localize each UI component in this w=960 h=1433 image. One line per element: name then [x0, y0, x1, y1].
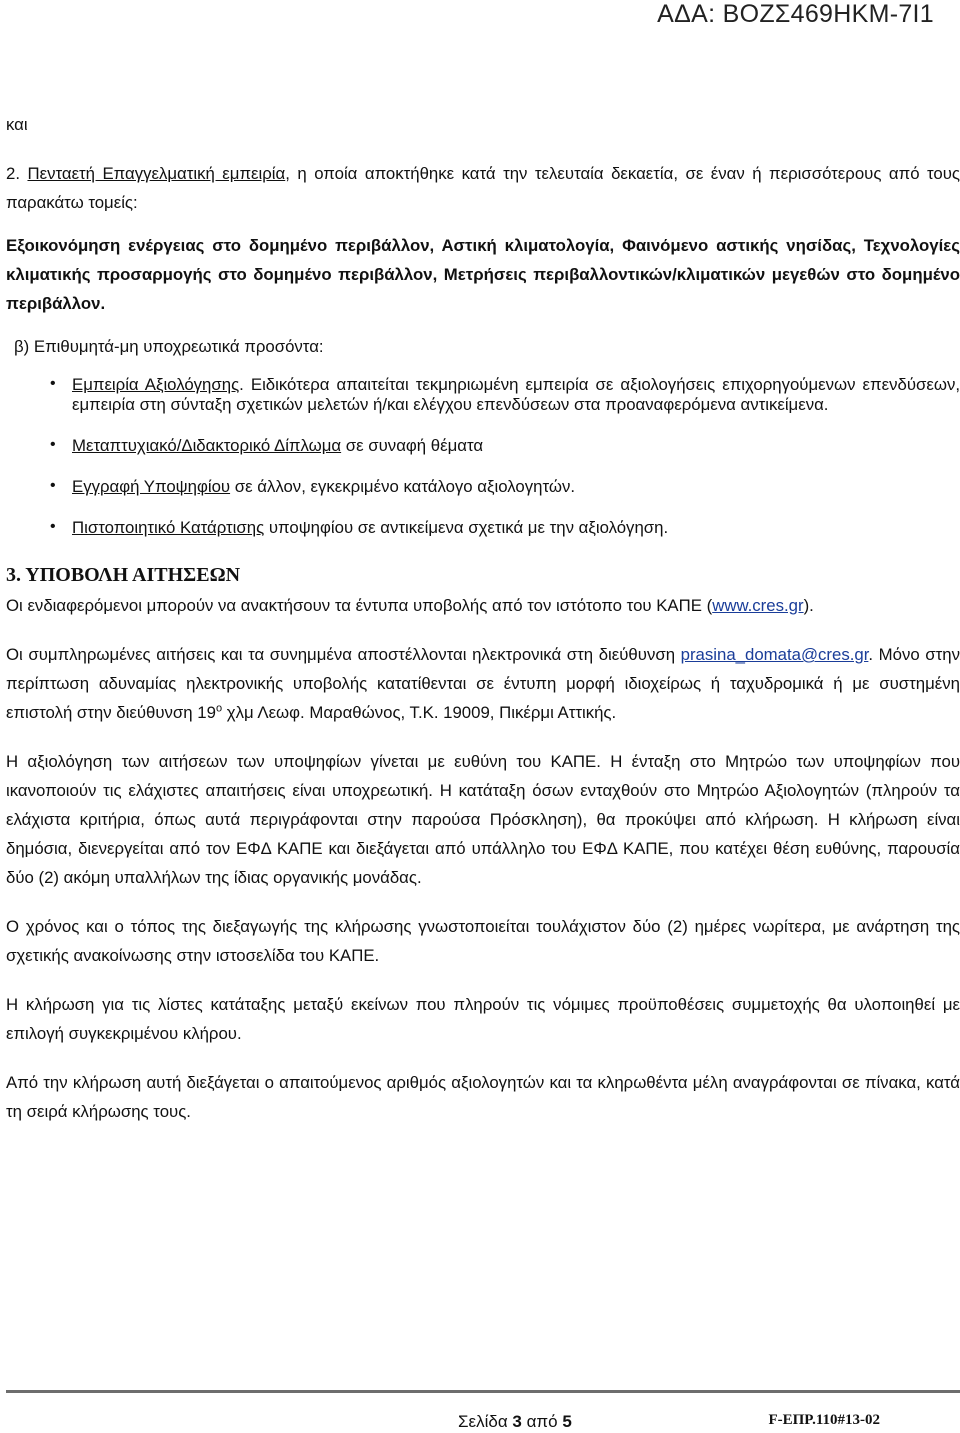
email-link[interactable]: prasina_domata@cres.gr — [680, 645, 869, 664]
list-item-text: σε άλλον, εγκεκριμένο κατάλογο αξιολογητών. — [230, 477, 575, 496]
section-3-paragraph-2 — [6, 640, 960, 727]
list-item-text: . Ειδικότερα απαιτείται τεκμηριωμένη εμπειρία σε αξιολογήσεις επιχορηγούμενων επενδύσεων, εμπειρία στη σύνταξη σχετικών μελετών ή/και ελέγχου επενδύσεων στα προαναφερόμενα αντικείμενα. — [72, 375, 960, 414]
ada-code: ΑΔΑ: ΒΟΖΣ469ΗΚΜ-7Ι1 — [657, 0, 934, 28]
section-3-paragraph-5: Η κλήρωση για τις λίστες κατάταξης μεταξύ εκείνων που πληρούν τις νόμιμες προϋποθέσεις συμμετοχής θα υλοποιηθεί με επιλογή συγκεκριμένου κλήρου. — [6, 995, 960, 1043]
section-3-paragraph-3: Η αξιολόγηση των αιτήσεων των υποψηφίων γίνεται με ευθύνη του ΚΑΠΕ. Η ένταξη στο Μητρώο των υποψηφίων που ικανοποιούν τις ελάχιστες απαιτήσεις είναι υποχρεωτική. Η κατάταξη όσων ενταχθούν στο Μητρώο Αξιολογητών (πληρούν τα ελάχιστα κριτήρια, όπως αυτά περιγράφονται στην παρούσα Πρόσκληση), θα προκύψει από κλήρωση. Η κλήρωση είναι δημόσια, διενεργείται από τον ΕΦΔ ΚΑΠΕ και διεξάγεται από υπάλληλο του ΕΦΔ ΚΑΠΕ, που κατέχει θέση ευθύνης, παρουσία δύο (2) ακόμη υπαλλήλων της ίδιας οργανικής μονάδας. — [6, 752, 960, 887]
total-pages: 5 — [562, 1412, 572, 1431]
list-item — [6, 375, 960, 415]
list-item — [6, 518, 960, 538]
list-item-lead: Πιστοποιητικό Κατάρτισης — [72, 518, 265, 537]
section-3-title: 3. ΥΠΟΒΟΛΗ ΑΙΤΗΣΕΩΝ — [6, 564, 241, 586]
list-item-text: υποψηφίου σε αντικείμενα σχετικά με την αξιολόγηση. — [264, 518, 669, 537]
desired-qualifications-list — [6, 375, 960, 538]
footer-divider — [6, 1390, 960, 1393]
requirement-2 — [6, 159, 960, 217]
requirement-2-number: 2. — [6, 164, 28, 183]
form-code: F-ΕΠΡ.110#13-02 — [768, 1412, 880, 1428]
current-page: 3 — [512, 1412, 522, 1431]
list-item-text: σε συναφή θέματα — [341, 436, 484, 455]
section-3-paragraph-1 — [6, 591, 960, 620]
requirement-2-title: Πενταετή Επαγγελματική εμπειρία — [27, 164, 286, 183]
list-item-lead: Εμπειρία Αξιολόγησης — [72, 375, 240, 394]
intro-conjunction: και — [6, 115, 28, 134]
requirement-2-fields: Εξοικονόμηση ενέργειας στο δομημένο περιβάλλον, Αστική κλιματολογία, Φαινόμενο αστικής νησίδας, Τεχνολογίες κλιματικής προσαρμογής στο δομημένο περιβάλλον, Μετρήσεις περιβαλλοντικών/κλιματικών μεγεθών στο δομημένο περιβάλλον. — [6, 236, 960, 313]
requirement-2-text: , η οποία αποκτήθηκε κατά την τελευταία δεκαετία, σε έναν ή περισσότερους από τους παρακάτω τομείς: — [6, 164, 960, 212]
paragraph-text: χλμ Λεωφ. Μαραθώνος, Τ.Κ. 19009, Πικέρμι Αττικής. — [222, 703, 617, 722]
list-item — [6, 436, 960, 456]
cres-website-link[interactable]: www.cres.gr — [712, 596, 804, 615]
list-item-lead: Μεταπτυχιακό/Διδακτορικό Δίπλωμα — [72, 436, 342, 455]
superscript: ο — [215, 702, 223, 715]
paragraph-text: . Μόνο στην περίπτωση αδυναμίας ηλεκτρονικής υποβολής κατατίθενται σε έντυπη μορφή ιδιοχείρως ή ταχυδρομικά ή με συστημένη επιστολή στην διεύθυνση 19 — [6, 645, 960, 722]
paragraph-text: Οι συμπληρωμένες αιτήσεις και τα συνημμένα αποστέλλονται ηλεκτρονικά στη διεύθυνση — [6, 645, 681, 664]
page-number — [458, 1412, 572, 1432]
page-label: Σελίδα — [458, 1412, 513, 1431]
document-body — [6, 110, 960, 1126]
section-3-paragraph-4: Ο χρόνος και ο τόπος της διεξαγωγής της κλήρωσης γνωστοποιείται τουλάχιστον δύο (2) ημέρες νωρίτερα, με ανάρτηση της σχετικής ανακοίνωσης στην ιστοσελίδα του ΚΑΠΕ. — [6, 917, 960, 965]
paragraph-text: ). — [803, 596, 814, 615]
list-item-lead: Εγγραφή Υποψηφίου — [72, 477, 231, 496]
list-item — [6, 477, 960, 497]
desired-qualifications-heading: β) Επιθυμητά-μη υποχρεωτικά προσόντα: — [14, 337, 324, 356]
paragraph-text: Οι ενδιαφερόμενοι μπορούν να ανακτήσουν τα έντυπα υποβολής από τον ιστότοπο του ΚΑΠΕ ( — [6, 596, 713, 615]
section-3-paragraph-6: Από την κλήρωση αυτή διεξάγεται ο απαιτούμενος αριθμός αξιολογητών και τα κληρωθέντα μέλη αναγράφονται σε πίνακα, κατά τη σειρά κλήρωσης τους. — [6, 1073, 960, 1121]
page-of-label: από — [521, 1412, 563, 1431]
